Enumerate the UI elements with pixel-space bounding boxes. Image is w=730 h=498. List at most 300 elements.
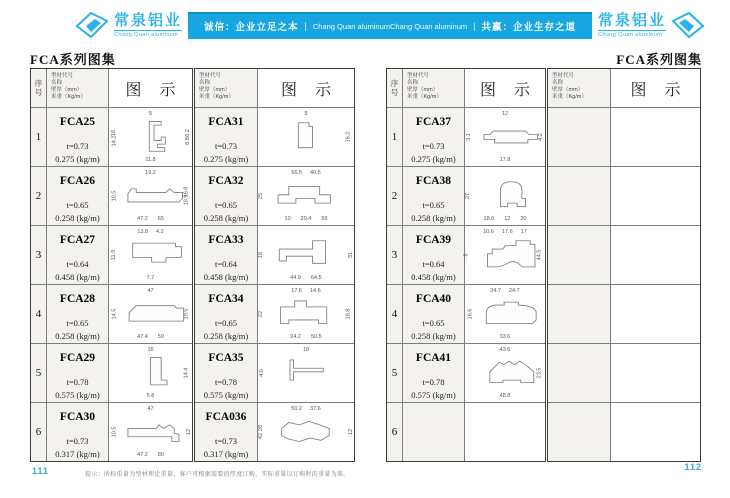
profile-cross-section bbox=[465, 231, 545, 279]
dim-label: 4.2 bbox=[538, 133, 545, 141]
dim-label: 56.5 bbox=[291, 170, 302, 176]
profile-row bbox=[387, 107, 545, 166]
slogan-separator: | bbox=[304, 21, 307, 31]
profile-spec-cell bbox=[548, 226, 610, 284]
dimension-labels-top bbox=[465, 111, 545, 117]
dim-label: 12 bbox=[347, 428, 354, 436]
footer-note: 提示：所标重量为型材理论重量，客户可根据需要的厚度订购，实际重量以订购时的重量为准。 bbox=[85, 472, 350, 478]
dim-label: 19.2 bbox=[145, 170, 156, 176]
dimension-labels-right bbox=[184, 113, 192, 161]
profile-row bbox=[387, 284, 545, 343]
page-header bbox=[0, 6, 730, 44]
profile-diagram-cell bbox=[610, 403, 700, 461]
profile-row bbox=[387, 402, 545, 461]
dim-label: 64.5 bbox=[311, 275, 322, 281]
profile-cross-section bbox=[465, 172, 545, 220]
dimension-labels-right bbox=[534, 231, 545, 279]
dimension-labels-left bbox=[109, 172, 120, 220]
dim-label: 4.0 bbox=[258, 369, 265, 377]
dim-label: 18.9 bbox=[183, 194, 190, 206]
dim-label: 47 bbox=[147, 288, 154, 294]
profile-diagram-cell bbox=[610, 108, 700, 166]
profile-thickness: t=0.65 bbox=[66, 200, 89, 210]
dim-label: 33.6 bbox=[499, 334, 511, 340]
slogan-banner bbox=[188, 12, 592, 39]
index-header-char: 号 bbox=[390, 88, 399, 97]
profile-row bbox=[548, 107, 700, 166]
dimension-labels-top bbox=[465, 288, 545, 294]
profile-row bbox=[195, 343, 354, 402]
dimension-labels-left bbox=[258, 231, 264, 279]
profile-thickness: t=0.78 bbox=[66, 377, 89, 387]
profile-spec-cell bbox=[402, 108, 464, 166]
spec-header-line: 名称 bbox=[51, 80, 63, 86]
row-index: 1 bbox=[387, 108, 402, 166]
brand-logo-right bbox=[598, 10, 706, 40]
dimension-labels-left bbox=[258, 172, 264, 220]
spec-column-header bbox=[46, 69, 108, 107]
profile-diagram-cell bbox=[257, 403, 354, 461]
dimension-labels-left bbox=[258, 408, 264, 456]
dim-label: 37.6 bbox=[310, 406, 321, 412]
profile-table-4 bbox=[547, 68, 701, 462]
profile-outline-drawing bbox=[118, 413, 196, 451]
profile-diagram-cell bbox=[257, 108, 354, 166]
dim-label: 8 bbox=[463, 253, 470, 257]
profile-row bbox=[195, 225, 354, 284]
profile-cross-section bbox=[109, 290, 192, 338]
series-title-left: FCA系列图集 bbox=[30, 52, 116, 67]
profile-thickness: t=0.65 bbox=[66, 318, 89, 328]
profile-spec-cell bbox=[46, 226, 108, 284]
slogan-separator: | bbox=[473, 21, 476, 31]
dim-label: 16.8 bbox=[183, 186, 190, 198]
dimension-labels-bottom bbox=[109, 393, 192, 399]
dimension-labels-top bbox=[465, 229, 545, 235]
dim-label: 14.5 bbox=[111, 308, 118, 320]
dim-label: 16.2 bbox=[345, 131, 352, 143]
brand-logo-text bbox=[114, 13, 182, 38]
profile-diagram-cell bbox=[464, 344, 545, 402]
dim-label: 4.2 bbox=[156, 229, 164, 235]
dimension-labels-bottom bbox=[109, 275, 192, 281]
profile-thickness: t=0.73 bbox=[214, 436, 238, 446]
banner-right-slogan bbox=[390, 19, 576, 33]
profile-thickness: t=0.78 bbox=[422, 377, 445, 387]
dim-label: 17.6 bbox=[501, 229, 513, 235]
profile-table-1 bbox=[30, 68, 193, 462]
row-index: 6 bbox=[31, 403, 46, 461]
dimension-labels-right bbox=[343, 290, 354, 338]
dimension-labels-right bbox=[343, 113, 354, 161]
slogan-subtext: Chang Quan aluminum bbox=[312, 21, 391, 31]
dim-label: 47.4 bbox=[137, 334, 148, 340]
row-index: 4 bbox=[31, 285, 46, 343]
row-index: 5 bbox=[387, 344, 402, 402]
profile-spec-cell bbox=[195, 285, 257, 343]
profile-diagram-cell bbox=[464, 285, 545, 343]
profile-outline-drawing bbox=[267, 295, 345, 333]
row-index: 5 bbox=[31, 344, 46, 402]
profile-weight: 0.575 (kg/m) bbox=[411, 390, 456, 400]
profile-cross-section bbox=[109, 349, 192, 397]
dim-label: 25 bbox=[258, 192, 265, 200]
dim-label: 47.2 bbox=[137, 216, 148, 222]
dimension-labels-left bbox=[465, 172, 471, 220]
spec-header-line: 壁厚（mm） bbox=[552, 87, 584, 93]
brand-name-cn: 常泉铝业 bbox=[598, 11, 667, 29]
dim-label: 16 bbox=[111, 129, 118, 137]
profile-outline-drawing bbox=[267, 177, 345, 215]
profile-thickness: t=0.73 bbox=[422, 141, 445, 151]
profile-cross-section bbox=[465, 113, 545, 161]
profile-outline-drawing bbox=[267, 413, 345, 451]
page-number-right: 112 bbox=[684, 462, 702, 472]
profile-row bbox=[195, 402, 354, 461]
profile-cross-section bbox=[258, 349, 354, 397]
profile-weight: 0.258 (kg/m) bbox=[55, 213, 100, 223]
dimension-labels-left bbox=[465, 113, 473, 161]
dim-label: 5 bbox=[304, 111, 308, 117]
profile-row bbox=[548, 166, 700, 225]
dimension-labels-top bbox=[465, 347, 545, 353]
brand-diamond-icon bbox=[74, 10, 110, 40]
dim-label: 44.5 bbox=[536, 249, 543, 261]
dim-label: 16.6 bbox=[467, 308, 474, 320]
spec-header-line: 名称 bbox=[407, 80, 419, 86]
dim-label: 24.7 bbox=[509, 288, 520, 294]
diagram-column-header: 图 示 bbox=[464, 69, 545, 107]
profile-thickness: t=0.65 bbox=[422, 200, 445, 210]
dim-label: 65 bbox=[157, 216, 164, 222]
profile-diagram-cell bbox=[610, 167, 700, 225]
dim-label: 14.4 bbox=[183, 367, 190, 379]
profile-diagram-cell bbox=[610, 344, 700, 402]
dimension-labels-right bbox=[537, 113, 545, 161]
profile-weight: 0.275 (kg/m) bbox=[55, 154, 100, 164]
dimension-labels-right bbox=[348, 231, 354, 279]
dim-label: 17.6 bbox=[291, 288, 302, 294]
profile-thickness: t=0.65 bbox=[422, 318, 445, 328]
slogan-subtext: Chang Quan aluminum bbox=[390, 21, 468, 31]
index-header-char: 号 bbox=[34, 88, 43, 97]
profile-row bbox=[31, 166, 192, 225]
profile-spec-cell bbox=[46, 108, 108, 166]
dimension-labels-top bbox=[258, 170, 354, 176]
dimension-labels-right bbox=[534, 349, 545, 397]
profile-spec-cell bbox=[46, 167, 108, 225]
profile-cross-section bbox=[258, 172, 354, 220]
profile-cross-section bbox=[465, 349, 545, 397]
table-header-row bbox=[195, 69, 354, 107]
dimension-labels-right bbox=[181, 349, 192, 397]
dim-label: 47.2 bbox=[137, 452, 148, 458]
profile-outline-drawing bbox=[267, 236, 345, 274]
index-column-header bbox=[387, 69, 402, 107]
dim-label: 31 bbox=[347, 251, 354, 259]
profile-cross-section bbox=[109, 231, 192, 279]
dimension-labels-bottom bbox=[258, 275, 354, 281]
profile-thickness: t=0.65 bbox=[214, 200, 238, 210]
dimension-labels-top bbox=[258, 406, 354, 412]
profile-row bbox=[548, 225, 700, 284]
profile-weight: 0.258 (kg/m) bbox=[411, 331, 456, 341]
dim-label: 50.5 bbox=[311, 334, 322, 340]
profile-outline-drawing bbox=[118, 236, 196, 274]
spec-header-line: 名称 bbox=[552, 80, 564, 86]
profile-spec-cell bbox=[548, 403, 610, 461]
profile-code: FCA036 bbox=[205, 411, 247, 423]
spec-header-line: 壁厚（mm） bbox=[199, 87, 231, 93]
dim-label: 11.8 bbox=[145, 157, 156, 163]
profile-diagram-cell bbox=[108, 108, 192, 166]
profile-code: FCA29 bbox=[59, 352, 96, 364]
profile-row bbox=[31, 343, 192, 402]
profile-outline-drawing bbox=[267, 118, 345, 156]
row-index: 1 bbox=[31, 108, 46, 166]
profile-spec-cell bbox=[402, 285, 464, 343]
profile-diagram-cell bbox=[464, 403, 545, 461]
spec-header-line: 型材代号 bbox=[407, 73, 430, 79]
profile-cross-section bbox=[109, 408, 192, 456]
profile-code: FCA33 bbox=[208, 234, 244, 246]
profile-outline-drawing bbox=[267, 354, 345, 392]
dim-label: 34.7 bbox=[490, 288, 501, 294]
profile-spec-cell bbox=[548, 167, 610, 225]
diagram-column-header: 图 示 bbox=[257, 69, 354, 107]
dim-label: 3.1 bbox=[465, 133, 472, 141]
profile-row bbox=[195, 166, 354, 225]
dim-label: 11.9 bbox=[111, 249, 118, 261]
profile-row bbox=[387, 343, 545, 402]
row-index: 6 bbox=[387, 403, 402, 461]
profile-thickness: t=0.64 bbox=[66, 259, 89, 269]
spec-column-header bbox=[195, 69, 257, 107]
row-index: 2 bbox=[31, 167, 46, 225]
diagram-column-header: 图 示 bbox=[108, 69, 192, 107]
profile-code: FCA26 bbox=[59, 175, 96, 187]
dimension-labels-bottom bbox=[109, 452, 192, 458]
profile-weight: 0.458 (kg/m) bbox=[55, 272, 100, 282]
profile-spec-cell bbox=[402, 226, 464, 284]
profile-table-3 bbox=[386, 68, 546, 462]
profile-code: FCA37 bbox=[415, 116, 452, 128]
dim-label: 6.2 bbox=[185, 129, 192, 137]
spec-header-line: 米重（Kg/m） bbox=[51, 94, 86, 100]
dim-label: 10 bbox=[284, 216, 291, 222]
dimension-labels-left bbox=[109, 113, 120, 161]
brand-name-en: Chang Quan aluminum bbox=[114, 31, 179, 38]
dimension-labels-bottom bbox=[258, 216, 354, 222]
dim-label: 23.5 bbox=[536, 367, 543, 379]
profile-table-2 bbox=[194, 68, 355, 462]
dimension-labels-right bbox=[181, 290, 192, 338]
profile-outline-drawing bbox=[474, 177, 552, 215]
dimension-labels-bottom bbox=[465, 157, 545, 163]
dim-label: 10.6 bbox=[483, 229, 494, 235]
profile-diagram-cell bbox=[108, 344, 192, 402]
profile-spec-cell bbox=[46, 344, 108, 402]
profile-diagram-cell bbox=[108, 167, 192, 225]
profile-weight: 0.575 (kg/m) bbox=[55, 390, 100, 400]
table-header-row bbox=[387, 69, 545, 107]
spec-column-header bbox=[402, 69, 464, 107]
profile-spec-cell bbox=[46, 285, 108, 343]
dim-label: 17.8 bbox=[499, 157, 511, 163]
index-column-header bbox=[31, 69, 46, 107]
profile-cross-section bbox=[258, 290, 354, 338]
profile-thickness: t=0.65 bbox=[214, 318, 238, 328]
profile-diagram-cell bbox=[257, 167, 354, 225]
profile-spec-cell bbox=[548, 108, 610, 166]
table-header-row bbox=[548, 69, 700, 107]
dimension-labels-left bbox=[109, 408, 120, 456]
dimension-labels-left bbox=[258, 290, 264, 338]
profile-diagram-cell bbox=[257, 226, 354, 284]
dim-label: 5.8 bbox=[146, 393, 155, 399]
series-title-right: FCA系列图集 bbox=[616, 52, 702, 67]
index-header-char: 序 bbox=[34, 79, 43, 88]
profile-cross-section bbox=[465, 290, 545, 338]
brand-diamond-icon bbox=[670, 10, 706, 40]
profile-row bbox=[31, 402, 192, 461]
dimension-labels-bottom bbox=[465, 334, 545, 340]
profile-weight: 0.275 (kg/m) bbox=[203, 154, 249, 164]
dim-label: 27 bbox=[465, 192, 472, 200]
dimension-labels-top bbox=[109, 229, 192, 235]
spec-header-line: 米重（Kg/m） bbox=[199, 94, 234, 100]
dim-label: 17 bbox=[520, 229, 527, 235]
dimension-labels-bottom bbox=[109, 334, 192, 340]
dim-label: 24.2 bbox=[290, 334, 301, 340]
banner-left-slogan bbox=[204, 19, 390, 33]
profile-weight: 0.317 (kg/m) bbox=[55, 449, 100, 459]
dim-label: 12 bbox=[185, 428, 192, 436]
dim-label: 47 bbox=[147, 406, 154, 412]
profile-code: FCA25 bbox=[59, 116, 96, 128]
dim-label: 14.6 bbox=[310, 288, 321, 294]
profile-code: FCA30 bbox=[59, 411, 96, 423]
profile-thickness: t=0.64 bbox=[214, 259, 238, 269]
profile-diagram-cell bbox=[464, 108, 545, 166]
profile-spec-cell bbox=[402, 403, 464, 461]
profile-thickness: t=0.73 bbox=[214, 141, 238, 151]
page-number-left: 111 bbox=[32, 466, 50, 476]
profile-row bbox=[548, 343, 700, 402]
profile-spec-cell bbox=[195, 167, 257, 225]
profile-code: FCA31 bbox=[208, 116, 244, 128]
dimension-labels-top bbox=[109, 288, 192, 294]
dim-label: 16 bbox=[258, 251, 265, 259]
dim-label: 18 bbox=[302, 347, 310, 353]
dim-label: 40.5 bbox=[310, 170, 321, 176]
dim-label: 18.6 bbox=[483, 216, 495, 222]
profile-spec-cell bbox=[195, 108, 257, 166]
slogan-text: 共赢：企业生存之道 bbox=[481, 22, 577, 33]
profile-row bbox=[31, 284, 192, 343]
dim-label: 29.4 bbox=[300, 216, 312, 222]
profile-diagram-cell bbox=[610, 285, 700, 343]
profile-row bbox=[548, 402, 700, 461]
profile-diagram-cell bbox=[108, 285, 192, 343]
dim-label: 48.8 bbox=[499, 393, 511, 399]
profile-weight: 0.458 (kg/m) bbox=[411, 272, 456, 282]
dimension-labels-top bbox=[258, 288, 354, 294]
spec-header-line: 型材代号 bbox=[51, 73, 74, 79]
profile-cross-section bbox=[258, 408, 354, 456]
profile-weight: 0.258 (kg/m) bbox=[203, 331, 249, 341]
diagram-column-header: 图 示 bbox=[610, 69, 700, 107]
profile-row bbox=[387, 166, 545, 225]
profile-row bbox=[387, 225, 545, 284]
dim-label: 59 bbox=[321, 216, 328, 222]
profile-spec-cell bbox=[46, 403, 108, 461]
dimension-labels-left bbox=[109, 231, 119, 279]
dimension-labels-left bbox=[109, 290, 120, 338]
dimension-labels-bottom bbox=[258, 334, 354, 340]
profile-thickness: t=0.73 bbox=[66, 141, 89, 151]
profile-weight: 0.575 (kg/m) bbox=[203, 390, 249, 400]
dim-label: 42 bbox=[258, 432, 265, 440]
brand-logo-left bbox=[74, 10, 182, 40]
brand-name-cn: 常泉铝业 bbox=[114, 11, 183, 29]
dimension-labels-bottom bbox=[109, 157, 192, 163]
dim-label: 10.5 bbox=[111, 426, 118, 438]
profile-spec-cell bbox=[548, 344, 610, 402]
profile-code: FCA39 bbox=[415, 234, 452, 246]
profile-diagram-cell bbox=[257, 285, 354, 343]
profile-thickness: t=0.73 bbox=[66, 436, 89, 446]
profile-row bbox=[195, 284, 354, 343]
profile-code: FCA41 bbox=[415, 352, 452, 364]
dim-label: 7.7 bbox=[146, 275, 155, 281]
profile-diagram-cell bbox=[108, 403, 192, 461]
profile-row bbox=[31, 225, 192, 284]
dim-label: 5 bbox=[148, 111, 153, 117]
spec-header-line: 型材代号 bbox=[199, 73, 222, 79]
spec-header-line: 米重（Kg/m） bbox=[407, 94, 442, 100]
dimension-labels-left bbox=[465, 231, 468, 279]
profile-thickness: t=0.64 bbox=[422, 259, 445, 269]
spec-header-line: 名称 bbox=[199, 80, 211, 86]
brand-logo-text bbox=[598, 13, 666, 38]
profile-code: FCA32 bbox=[208, 175, 244, 187]
dimension-labels-left bbox=[258, 349, 266, 397]
profile-weight: 0.258 (kg/m) bbox=[55, 331, 100, 341]
dim-label: 16 bbox=[147, 347, 154, 353]
profile-code: FCA35 bbox=[208, 352, 244, 364]
dim-label: 10.5 bbox=[111, 190, 118, 202]
profile-row bbox=[195, 107, 354, 166]
dim-label: 59 bbox=[157, 334, 164, 340]
profile-spec-cell bbox=[195, 226, 257, 284]
dimension-labels-bottom bbox=[109, 216, 192, 222]
spec-header-line: 壁厚（mm） bbox=[407, 87, 439, 93]
profile-code: FCA40 bbox=[415, 293, 452, 305]
index-header-char: 序 bbox=[390, 79, 399, 88]
dim-label: 44.9 bbox=[290, 275, 301, 281]
dim-label: 16.8 bbox=[345, 308, 352, 320]
row-index: 4 bbox=[387, 285, 402, 343]
profile-spec-cell bbox=[195, 403, 257, 461]
dimension-labels-right bbox=[181, 172, 192, 220]
profile-diagram-cell bbox=[108, 226, 192, 284]
profile-code: FCA28 bbox=[59, 293, 96, 305]
row-index: 3 bbox=[31, 226, 46, 284]
dimension-labels-top bbox=[109, 406, 192, 412]
spec-header-line: 型材代号 bbox=[552, 73, 575, 79]
dimension-labels-left bbox=[465, 290, 476, 338]
